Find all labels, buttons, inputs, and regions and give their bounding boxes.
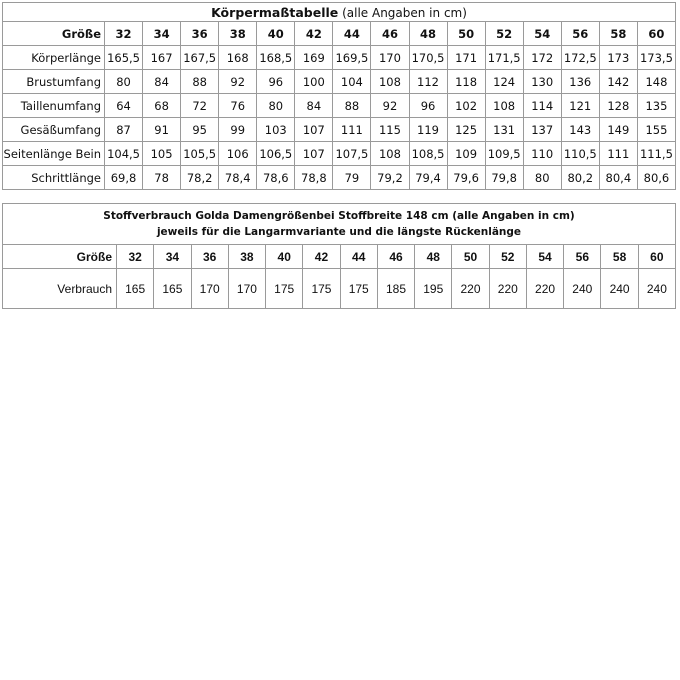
table-cell: 108 [371, 70, 409, 94]
table-cell: 172 [523, 46, 561, 70]
fabric-table-title-line1: Stoffverbrauch Golda Damengrößenbei Stoffbreite 148 cm (alle Angaben in cm) [103, 210, 575, 222]
table-cell: 102 [447, 94, 485, 118]
size-header-cell: 34 [154, 245, 191, 269]
table-row [3, 166, 676, 190]
table-cell: 84 [295, 94, 333, 118]
table-cell: 78,6 [257, 166, 295, 190]
table-cell: 78,2 [181, 166, 219, 190]
table-cell: 131 [485, 118, 523, 142]
table-cell: 105 [143, 142, 181, 166]
table-cell: 111 [599, 142, 637, 166]
table-cell: 80,4 [599, 166, 637, 190]
table-cell: 172,5 [561, 46, 599, 70]
table-cell: 69,8 [105, 166, 143, 190]
table-cell: 64 [105, 94, 143, 118]
table-cell: 79,6 [447, 166, 485, 190]
table-cell: 240 [564, 269, 601, 309]
table-row [3, 142, 676, 166]
table-row [3, 118, 676, 142]
size-header-cell: 40 [266, 245, 303, 269]
table-cell: 109,5 [485, 142, 523, 166]
table-cell: 168 [219, 46, 257, 70]
size-header-cell: 38 [228, 245, 265, 269]
table-cell: 111 [333, 118, 371, 142]
table-cell: 88 [181, 70, 219, 94]
size-header-cell: 56 [564, 245, 601, 269]
size-header-cell: 50 [452, 245, 489, 269]
table-cell: 91 [143, 118, 181, 142]
table-cell: 92 [219, 70, 257, 94]
table-cell: 79,2 [371, 166, 409, 190]
table-cell: 165,5 [105, 46, 143, 70]
table-cell: 220 [452, 269, 489, 309]
table-cell: 175 [340, 269, 377, 309]
table-cell: 110,5 [561, 142, 599, 166]
table-cell: 119 [409, 118, 447, 142]
fabric-table-header-row [3, 245, 676, 269]
size-header-cell: 40 [257, 22, 295, 46]
fabric-table-header-label: Größe [3, 245, 117, 269]
row-label: Schrittlänge [3, 166, 105, 190]
table-row [3, 70, 676, 94]
size-header-cell: 54 [526, 245, 563, 269]
table-cell: 96 [257, 70, 295, 94]
table-cell: 220 [526, 269, 563, 309]
table-cell: 104,5 [105, 142, 143, 166]
body-measurement-table [2, 2, 676, 190]
table-cell: 128 [599, 94, 637, 118]
table-cell: 118 [447, 70, 485, 94]
size-header-cell: 52 [489, 245, 526, 269]
table-cell: 171,5 [485, 46, 523, 70]
size-header-cell: 44 [340, 245, 377, 269]
table-cell: 121 [561, 94, 599, 118]
table-cell: 103 [257, 118, 295, 142]
table-cell: 106,5 [257, 142, 295, 166]
fabric-table-data-row [3, 269, 676, 309]
table-cell: 185 [377, 269, 414, 309]
size-header-cell: 60 [638, 245, 675, 269]
table-cell: 143 [561, 118, 599, 142]
table-cell: 72 [181, 94, 219, 118]
table-cell: 105,5 [181, 142, 219, 166]
size-header-cell: 50 [447, 22, 485, 46]
table-cell: 107 [295, 142, 333, 166]
table-cell: 108,5 [409, 142, 447, 166]
body-table-title-note: (alle Angaben in cm) [342, 5, 467, 20]
size-header-cell: 42 [295, 22, 333, 46]
body-table-rows [3, 46, 676, 190]
fabric-table-title-row [3, 204, 676, 245]
fabric-table-title [3, 204, 676, 245]
table-cell: 170 [191, 269, 228, 309]
table-cell: 95 [181, 118, 219, 142]
table-cell: 104 [333, 70, 371, 94]
table-cell: 125 [447, 118, 485, 142]
table-cell: 92 [371, 94, 409, 118]
table-cell: 79 [333, 166, 371, 190]
size-header-cell: 36 [181, 22, 219, 46]
table-cell: 78,4 [219, 166, 257, 190]
table-row [3, 94, 676, 118]
table-cell: 220 [489, 269, 526, 309]
table-cell: 80 [257, 94, 295, 118]
table-cell: 240 [601, 269, 638, 309]
table-cell: 149 [599, 118, 637, 142]
size-header-cell: 38 [219, 22, 257, 46]
row-label: Körperlänge [3, 46, 105, 70]
table-cell: 136 [561, 70, 599, 94]
body-table-title [3, 3, 676, 22]
table-cell: 107,5 [333, 142, 371, 166]
row-label: Brustumfang [3, 70, 105, 94]
table-cell: 107 [295, 118, 333, 142]
table-cell: 175 [303, 269, 340, 309]
table-cell: 130 [523, 70, 561, 94]
table-cell: 195 [415, 269, 452, 309]
fabric-table-row-label: Verbrauch [3, 269, 117, 309]
table-cell: 106 [219, 142, 257, 166]
table-cell: 79,8 [485, 166, 523, 190]
body-table-header-label: Größe [3, 22, 105, 46]
table-cell: 109 [447, 142, 485, 166]
size-header-cell: 46 [377, 245, 414, 269]
table-cell: 137 [523, 118, 561, 142]
size-header-cell: 36 [191, 245, 228, 269]
table-cell: 148 [637, 70, 675, 94]
size-header-cell: 54 [523, 22, 561, 46]
table-cell: 170 [371, 46, 409, 70]
table-cell: 80,2 [561, 166, 599, 190]
size-header-cell: 56 [561, 22, 599, 46]
table-cell: 165 [117, 269, 154, 309]
table-row [3, 46, 676, 70]
table-cell: 135 [637, 94, 675, 118]
table-cell: 108 [371, 142, 409, 166]
table-cell: 96 [409, 94, 447, 118]
table-cell: 80 [523, 166, 561, 190]
table-cell: 88 [333, 94, 371, 118]
size-header-cell: 42 [303, 245, 340, 269]
table-cell: 99 [219, 118, 257, 142]
table-cell: 173,5 [637, 46, 675, 70]
row-label: Taillenumfang [3, 94, 105, 118]
table-cell: 79,4 [409, 166, 447, 190]
table-cell: 175 [266, 269, 303, 309]
size-header-cell: 58 [599, 22, 637, 46]
table-cell: 167,5 [181, 46, 219, 70]
table-cell: 173 [599, 46, 637, 70]
size-header-cell: 48 [409, 22, 447, 46]
table-cell: 112 [409, 70, 447, 94]
size-header-cell: 44 [333, 22, 371, 46]
row-label: Gesäßumfang [3, 118, 105, 142]
table-cell: 169,5 [333, 46, 371, 70]
fabric-consumption-table [2, 203, 676, 309]
size-header-cell: 46 [371, 22, 409, 46]
size-header-cell: 32 [117, 245, 154, 269]
table-cell: 100 [295, 70, 333, 94]
table-cell: 80 [105, 70, 143, 94]
table-cell: 108 [485, 94, 523, 118]
body-table-header-row [3, 22, 676, 46]
body-table-title-bold: Körpermaßtabelle [211, 4, 339, 20]
size-header-cell: 52 [485, 22, 523, 46]
table-cell: 76 [219, 94, 257, 118]
table-cell: 171 [447, 46, 485, 70]
size-header-cell: 34 [143, 22, 181, 46]
table-cell: 111,5 [637, 142, 675, 166]
table-cell: 114 [523, 94, 561, 118]
body-table-title-row [3, 3, 676, 22]
table-cell: 115 [371, 118, 409, 142]
size-header-cell: 58 [601, 245, 638, 269]
table-cell: 124 [485, 70, 523, 94]
table-cell: 142 [599, 70, 637, 94]
row-label: Seitenlänge Bein [3, 142, 105, 166]
table-cell: 80,6 [637, 166, 675, 190]
table-cell: 87 [105, 118, 143, 142]
size-header-cell: 48 [415, 245, 452, 269]
table-cell: 84 [143, 70, 181, 94]
table-cell: 155 [637, 118, 675, 142]
fabric-table-title-line2: jeweils für die Langarmvariante und die längste Rückenlänge [156, 226, 522, 238]
size-header-cell: 32 [105, 22, 143, 46]
table-cell: 170,5 [409, 46, 447, 70]
table-cell: 68 [143, 94, 181, 118]
table-cell: 167 [143, 46, 181, 70]
table-cell: 168,5 [257, 46, 295, 70]
table-cell: 170 [228, 269, 265, 309]
table-cell: 78 [143, 166, 181, 190]
table-cell: 240 [638, 269, 675, 309]
table-cell: 169 [295, 46, 333, 70]
size-header-cell: 60 [637, 22, 675, 46]
table-cell: 165 [154, 269, 191, 309]
table-cell: 78,8 [295, 166, 333, 190]
table-cell: 110 [523, 142, 561, 166]
